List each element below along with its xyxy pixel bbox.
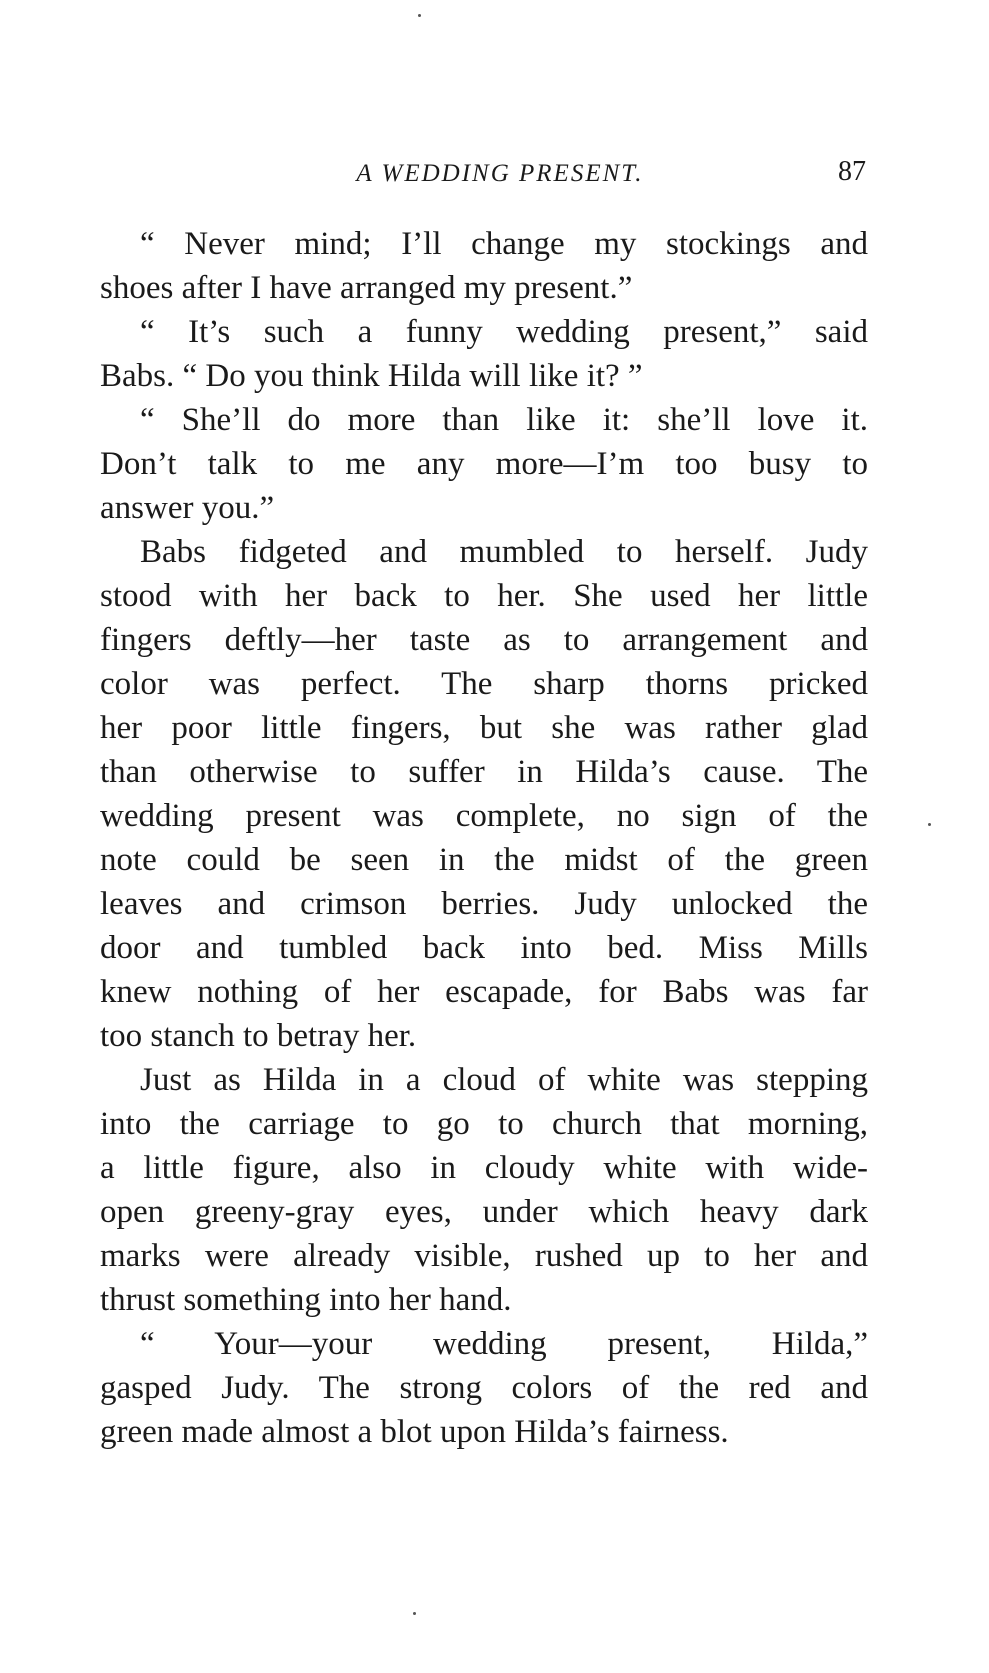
text-line: her poor little fingers, but she was rather glad xyxy=(100,710,868,746)
margin-speck xyxy=(928,823,931,826)
text-line: note could be seen in the midst of the green xyxy=(100,842,868,878)
text-line: answer you.” xyxy=(100,490,275,526)
text-line: marks were already visible, rushed up to her and xyxy=(100,1238,868,1274)
text-line: Just as Hilda in a cloud of white was stepping xyxy=(140,1062,868,1098)
text-line: into the carriage to go to church that morning, xyxy=(100,1106,868,1142)
running-title: A WEDDING PRESENT. xyxy=(356,160,644,187)
text-line: knew nothing of her escapade, for Babs was far xyxy=(100,974,868,1010)
text-line: door and tumbled back into bed. Miss Mills xyxy=(100,930,868,966)
page-number: 87 xyxy=(838,156,866,187)
text-line: Don’t talk to me any more—I’m too busy to xyxy=(100,446,868,482)
text-line: Babs. “ Do you think Hilda will like it? ” xyxy=(100,358,643,394)
text-line: stood with her back to her. She used her little xyxy=(100,578,868,614)
running-head xyxy=(0,158,989,198)
text-line: open greeny-gray eyes, under which heavy dark xyxy=(100,1194,868,1230)
text-line: leaves and crimson berries. Judy unlocked the xyxy=(100,886,868,922)
text-line: fingers deftly—her taste as to arrangement and xyxy=(100,622,868,658)
text-line: “ Your—your wedding present, Hilda,” xyxy=(140,1326,868,1362)
text-line: green made almost a blot upon Hilda’s fairness. xyxy=(100,1414,729,1450)
text-line: color was perfect. The sharp thorns pricked xyxy=(100,666,868,702)
top-speck xyxy=(418,14,421,17)
body-text xyxy=(100,222,868,1454)
text-line: “ Never mind; I’ll change my stockings and xyxy=(140,226,868,262)
text-line: wedding present was complete, no sign of the xyxy=(100,798,868,834)
text-line: “ She’ll do more than like it: she’ll love it. xyxy=(140,402,868,438)
text-line: thrust something into her hand. xyxy=(100,1282,512,1318)
text-line: too stanch to betray her. xyxy=(100,1018,417,1054)
bottom-speck xyxy=(413,1612,416,1615)
text-line: a little figure, also in cloudy white with wide- xyxy=(100,1150,868,1186)
text-line: gasped Judy. The strong colors of the red and xyxy=(100,1370,868,1406)
text-line: Babs fidgeted and mumbled to herself. Judy xyxy=(140,534,868,570)
text-line: “ It’s such a funny wedding present,” said xyxy=(140,314,868,350)
text-line: than otherwise to suffer in Hilda’s cause. The xyxy=(100,754,868,790)
text-line: shoes after I have arranged my present.” xyxy=(100,270,633,306)
